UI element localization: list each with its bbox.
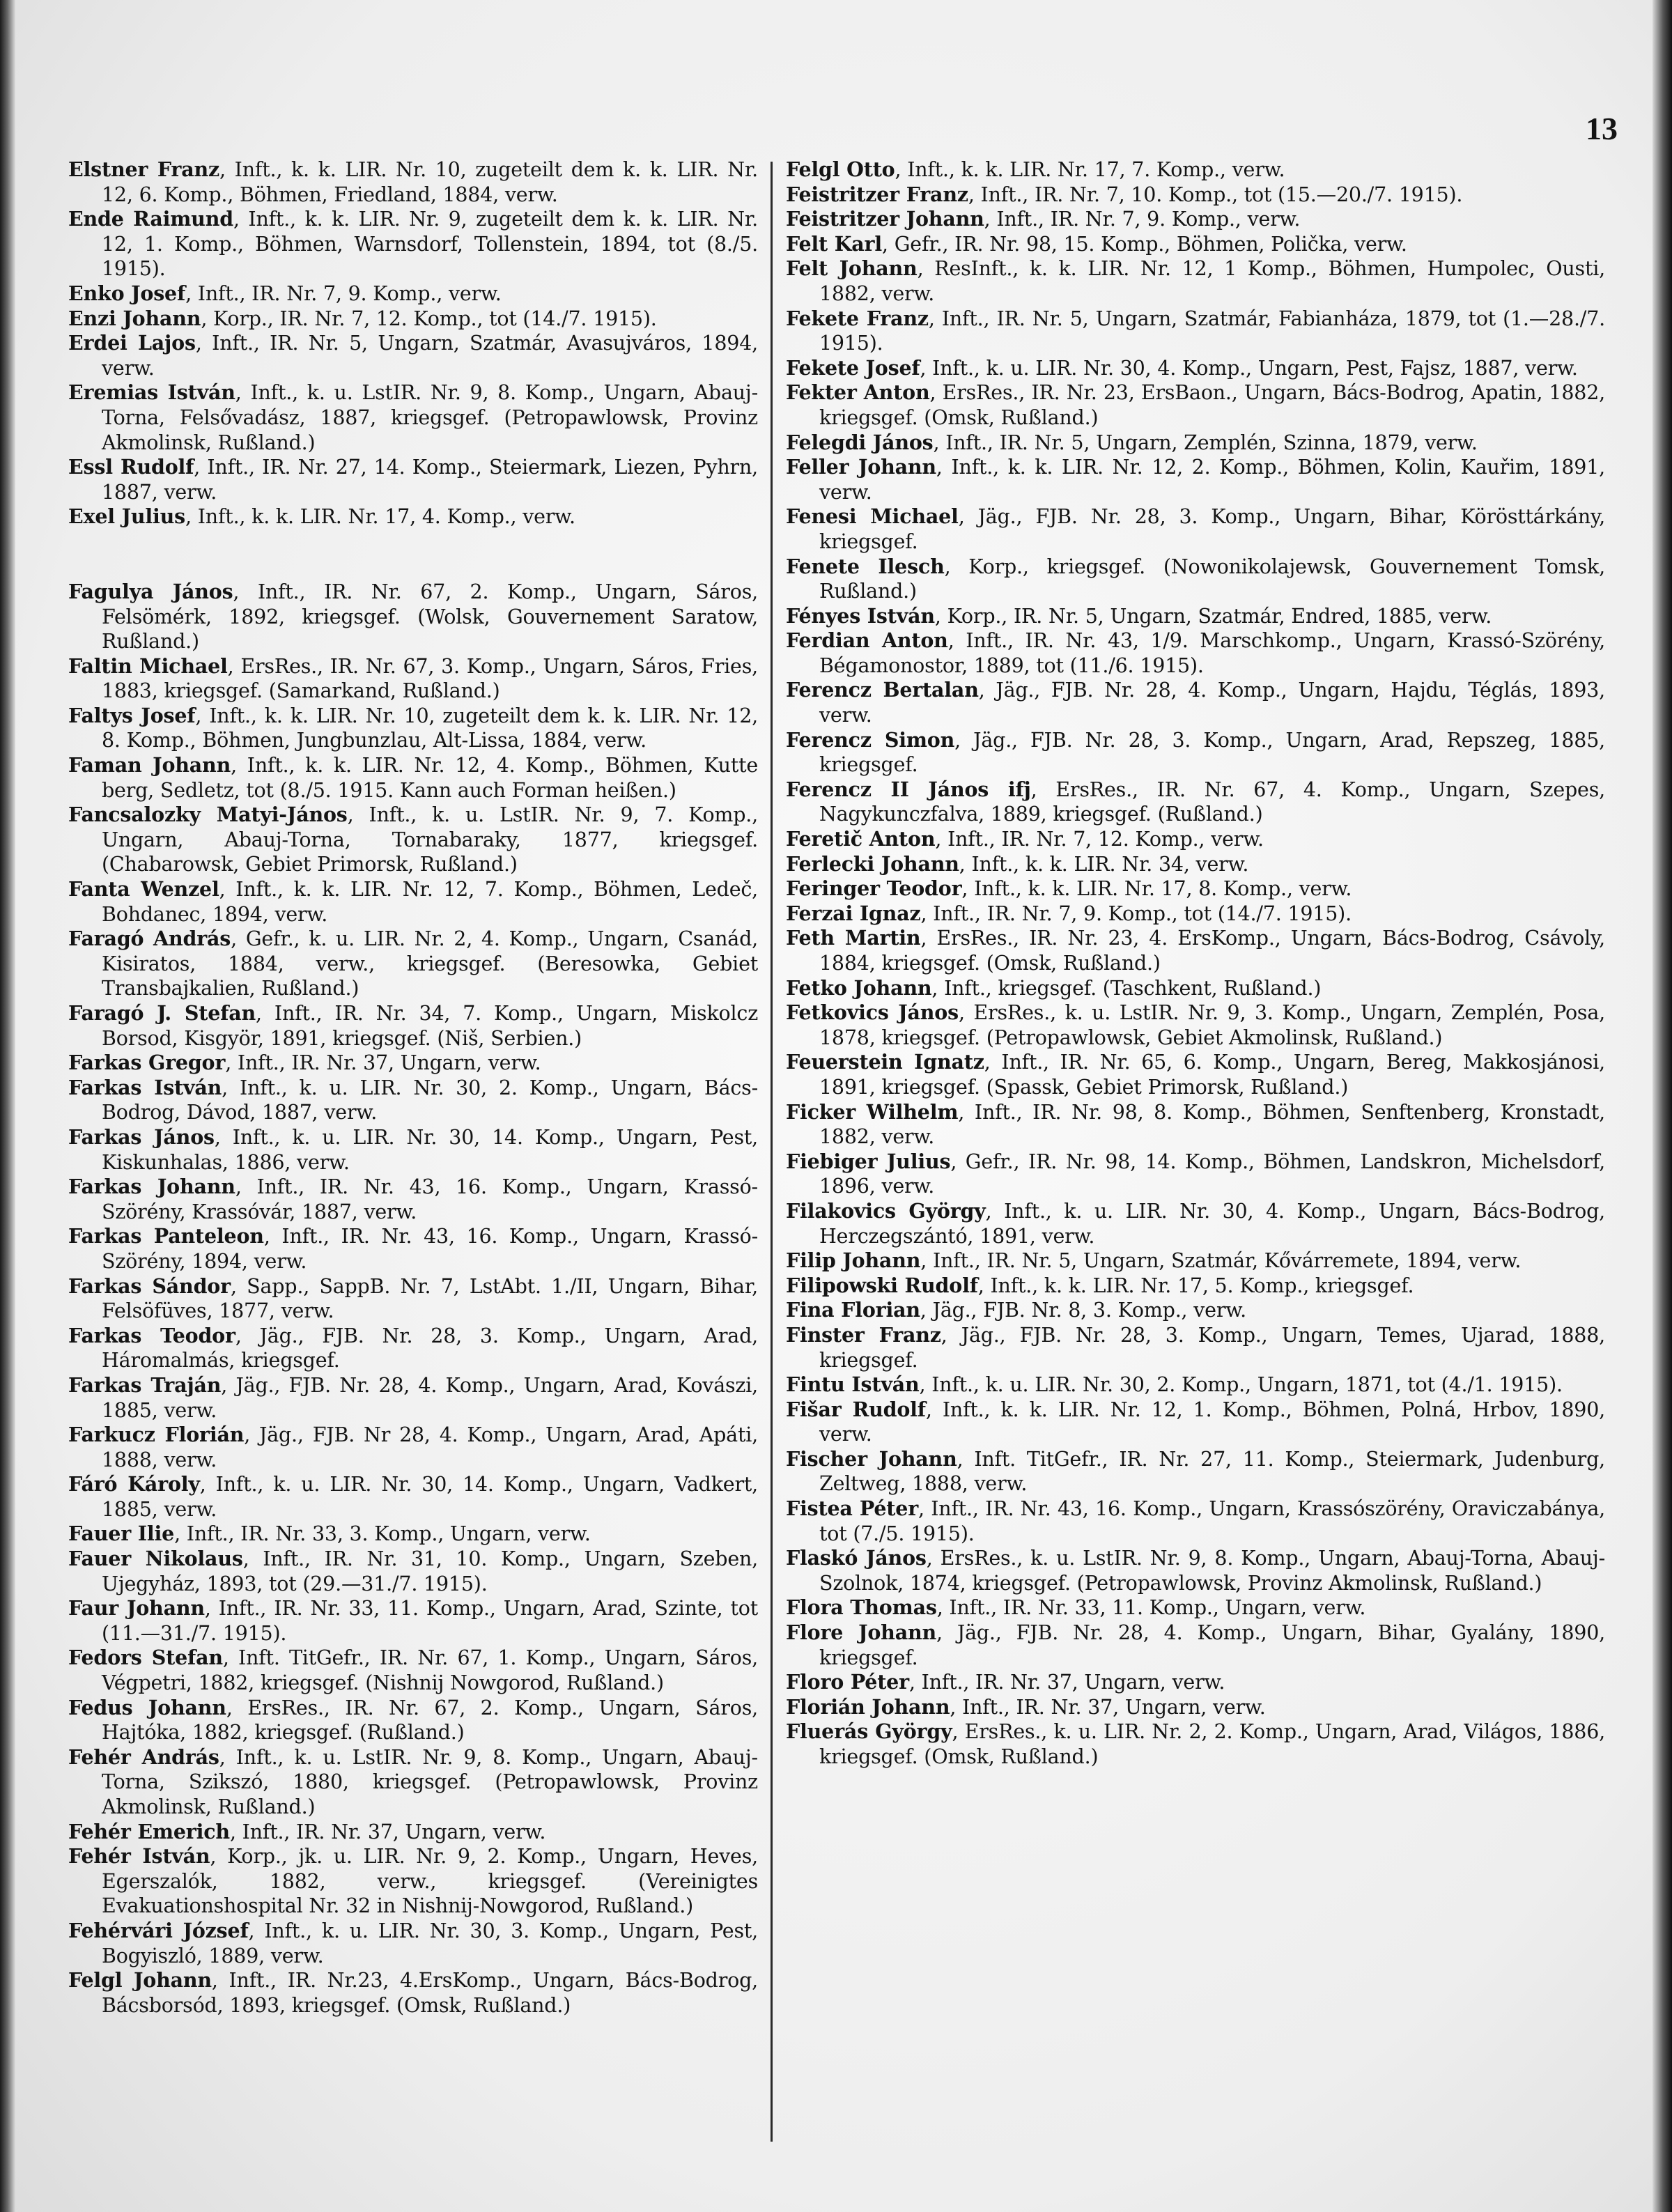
entry-details: , Inft., IR. Nr. 43, 16. Komp., Ungarn, Krassó-Szörény, 1894, verw. — [102, 1225, 758, 1273]
list-entry — [786, 1595, 1605, 1621]
list-entry — [786, 1050, 1605, 1099]
entry-details: , Inft., k. k. LIR. Nr. 10, zugeteilt dem k. k. LIR. Nr. 12, 8. Komp., Böhmen, Jungbunzlau, Alt-Lissa, 1884, verw. — [102, 704, 758, 752]
entry-name: Enzi Johann — [68, 306, 201, 330]
section-gap — [68, 529, 758, 580]
list-entry — [786, 1323, 1605, 1372]
list-entry — [786, 356, 1605, 381]
entry-details: , Jäg., FJB. Nr. 28, 4. Komp., Ungarn, Arad, Kovászi, 1885, verw. — [102, 1373, 758, 1422]
entry-name: Farkas János — [68, 1124, 215, 1149]
entry-name: Floro Péter — [786, 1670, 909, 1694]
list-entry — [786, 852, 1605, 877]
list-entry — [786, 256, 1605, 306]
list-entry — [786, 504, 1605, 554]
list-entry — [68, 1646, 758, 1695]
entry-name: Ferencz Simon — [786, 727, 955, 752]
list-entry — [786, 1100, 1605, 1150]
entry-details: , Inft., k. u. LstIR. Nr. 9, 8. Komp., Ungarn, Abauj-Torna, Felsővadász, 1887, kriegsgef. (Petropawlowsk, Provinz Akmolinsk, Rußland.) — [102, 381, 758, 454]
entry-name: Felgl Otto — [786, 157, 895, 181]
entry-name: Fistea Péter — [786, 1496, 919, 1521]
list-entry — [786, 157, 1605, 183]
entry-details: , Inft. TitGefr., IR. Nr. 27, 11. Komp., Steiermark, Judenburg, Zeltweg, 1888, verw. — [819, 1447, 1605, 1496]
entry-details: , Inft., IR. Nr. 37, Ungarn, verw. — [225, 1051, 541, 1075]
entry-details: , Inft. TitGefr., IR. Nr. 67, 1. Komp., Ungarn, Sáros, Végpetri, 1882, kriegsgef. (Nishnij Nowgorod, Rußland.) — [102, 1646, 758, 1695]
entry-name: Farkas Johann — [68, 1175, 235, 1199]
page-number: 13 — [1586, 111, 1618, 146]
entry-name: Farkas Teodor — [68, 1323, 235, 1347]
list-entry — [786, 1546, 1605, 1595]
list-entry — [786, 1695, 1605, 1720]
list-entry — [68, 1919, 758, 1968]
entry-name: Felgl Johann — [68, 1968, 212, 1993]
entry-name: Elstner Franz — [68, 157, 219, 181]
entry-details: , ErsRes., k. u. LIR. Nr. 2, 2. Komp., Ungarn, Arad, Világos, 1886, kriegsgef. (Omsk, Rußland.) — [819, 1720, 1605, 1768]
entry-name: Farkas Traján — [68, 1372, 222, 1397]
entry-name: Fedus Johann — [68, 1695, 226, 1719]
entry-name: Faragó András — [68, 927, 231, 951]
list-entry — [68, 380, 758, 455]
entry-details: , Jäg., FJB. Nr. 28, 3. Komp., Ungarn, Temes, Ujarad, 1888, kriegsgef. — [819, 1323, 1605, 1372]
entry-name: Fagulya János — [68, 579, 233, 603]
entry-details: , ErsRes., IR. Nr. 67, 2. Komp., Ungarn, Sáros, Hajtóka, 1882, kriegsgef. (Rußland.) — [102, 1696, 758, 1745]
entry-name: Fekete Josef — [786, 355, 920, 380]
entry-name: Fancsalozky Matyi-János — [68, 803, 348, 827]
list-entry — [786, 827, 1605, 852]
entry-details: , Inft., IR. Nr. 43, 16. Komp., Ungarn, Krassószörény, Oraviczabánya, tot (7./5. 1915). — [819, 1497, 1605, 1545]
entry-details: , Inft., IR. Nr. 33, 11. Komp., Ungarn, Arad, Szinte, tot (11.—31./7. 1915). — [102, 1597, 758, 1645]
list-entry — [786, 678, 1605, 727]
list-entry — [68, 207, 758, 281]
entry-name: Ficker Wilhelm — [786, 1099, 959, 1124]
scan-edge-left — [0, 0, 15, 2212]
entry-details: , Inft., kriegsgef. (Taschkent, Rußland.) — [931, 976, 1322, 1000]
entry-details: , Inft., IR. Nr. 65, 6. Komp., Ungarn, Bereg, Makkosjánosi, 1891, kriegsgef. (Spassk, Gebiet Primorsk, Rußland.) — [819, 1051, 1605, 1099]
list-entry — [68, 307, 758, 332]
entry-details: , Inft., IR. Nr. 7, 9. Komp., tot (14./7. 1915). — [920, 902, 1352, 925]
list-entry — [68, 1324, 758, 1373]
left-column — [68, 157, 758, 2018]
list-entry — [68, 1596, 758, 1646]
list-entry — [786, 1719, 1605, 1769]
entry-details: , Inft., IR. Nr. 7, 10. Komp., tot (15.—20./7. 1915). — [968, 183, 1463, 206]
entry-name: Felt Johann — [786, 256, 918, 281]
entry-name: Erdei Lajos — [68, 331, 196, 355]
entry-details: , ResInft., k. k. LIR. Nr. 12, 1 Komp., Böhmen, Humpolec, Ousti, 1882, verw. — [819, 257, 1605, 305]
entry-details: , Inft., k. k. LIR. Nr. 10, zugeteilt dem k. k. LIR. Nr. 12, 6. Komp., Böhmen, Friedland, 1884, verw. — [102, 158, 758, 206]
entry-name: Ferdian Anton — [786, 628, 948, 653]
entry-details: , ErsRes., IR. Nr. 23, ErsBaon., Ungarn, Bács-Bodrog, Apatin, 1882, kriegsgef. (Omsk, Rußland.) — [819, 381, 1605, 429]
list-entry — [68, 877, 758, 927]
entry-name: Fekter Anton — [786, 380, 930, 405]
entry-name: Farkas István — [68, 1075, 222, 1099]
entry-name: Fauer Ilie — [68, 1522, 175, 1546]
column-divider — [771, 162, 773, 2142]
list-entry — [786, 1621, 1605, 1670]
list-entry — [786, 455, 1605, 504]
entry-name: Farkas Sándor — [68, 1274, 231, 1298]
entry-name: Filip Johann — [786, 1248, 921, 1273]
entry-details: , Korp., jk. u. LIR. Nr. 9, 2. Komp., Ungarn, Heves, Egerszalók, 1882, verw., kriegsgef. (Vereinigtes Evakuationshospital Nr. 32 in Nishnij-Nowgorod, Rußland.) — [102, 1845, 758, 1918]
entry-name: Farkas Panteleon — [68, 1224, 264, 1248]
entry-name: Florián Johann — [786, 1694, 950, 1719]
list-entry — [68, 927, 758, 1001]
entry-details: , Inft., IR. Nr. 5, Ungarn, Szatmár, Avasujváros, 1894, verw. — [102, 332, 758, 380]
list-entry — [786, 902, 1605, 927]
list-entry — [68, 1696, 758, 1745]
entry-name: Flora Thomas — [786, 1595, 937, 1620]
list-entry — [786, 555, 1605, 604]
entry-name: Fluerás György — [786, 1719, 952, 1744]
entry-name: Fišar Rudolf — [786, 1397, 926, 1421]
list-entry — [68, 1844, 758, 1919]
entry-name: Fényes István — [786, 603, 935, 628]
entry-name: Fetkovics János — [786, 1000, 959, 1025]
entry-name: Fauer Nikolaus — [68, 1547, 243, 1571]
entry-name: Ferencz II János ifj — [786, 777, 1031, 801]
list-entry — [68, 1076, 758, 1125]
list-entry — [68, 455, 758, 504]
list-entry — [68, 1051, 758, 1076]
list-entry — [786, 628, 1605, 678]
entry-name: Enko Josef — [68, 281, 186, 305]
list-entry — [786, 207, 1605, 232]
entry-details: , Inft., IR. Nr. 7, 9. Komp., verw. — [984, 208, 1301, 231]
list-entry — [68, 1423, 758, 1472]
list-entry — [786, 1398, 1605, 1447]
entry-name: Faltys Josef — [68, 703, 196, 727]
list-entry — [786, 1447, 1605, 1496]
entry-name: Feth Martin — [786, 926, 921, 950]
entry-name: Essl Rudolf — [68, 455, 194, 479]
entry-details: , Inft., k. u. LstIR. Nr. 9, 8. Komp., Ungarn, Abauj-Torna, Szikszó, 1880, kriegsgef. (Petropawlowsk, Provinz Akmolinsk, Rußland.) — [102, 1745, 758, 1818]
list-entry — [786, 1496, 1605, 1546]
entry-name: Feller Johann — [786, 455, 936, 479]
entry-name: Fetko Johann — [786, 975, 932, 1000]
entry-details: , Jäg., FJB. Nr. 28, 3. Komp., Ungarn, Arad, Háromalmás, kriegsgef. — [102, 1324, 758, 1372]
entry-name: Flaskó János — [786, 1546, 927, 1570]
entry-details: , Inft., IR. Nr. 33, 3. Komp., Ungarn, verw. — [174, 1522, 591, 1546]
list-entry — [786, 778, 1605, 827]
entry-details: , Inft., IR. Nr. 98, 8. Komp., Böhmen, Senftenberg, Kronstadt, 1882, verw. — [819, 1100, 1605, 1149]
entry-name: Feringer Teodor — [786, 876, 962, 901]
entry-name: Ferzai Ignaz — [786, 901, 921, 925]
list-entry — [786, 926, 1605, 975]
entry-details: , Inft., IR. Nr. 7, 9. Komp., verw. — [185, 281, 502, 305]
list-entry — [68, 331, 758, 380]
entry-details: , Inft., k. u. LstIR. Nr. 9, 7. Komp., Ungarn, Abauj-Torna, Tornabaraky, 1877, kriegsgef. (Chabarowsk, Gebiet Primorsk, Rußland.) — [102, 803, 759, 876]
entry-details: , Inft., IR. Nr. 5, Ungarn, Szatmár, Kővárremete, 1894, verw. — [920, 1249, 1522, 1273]
entry-details: , Inft., k. u. LIR. Nr. 30, 3. Komp., Ungarn, Pest, Bogyiszló, 1889, verw. — [102, 1919, 758, 1967]
entry-details: , ErsRes., IR. Nr. 67, 4. Komp., Ungarn, Szepes, Nagykunczfalva, 1889, kriegsgef. (Rußland.) — [819, 778, 1605, 826]
entry-name: Fehér Emerich — [68, 1819, 230, 1843]
list-entry — [68, 1001, 758, 1051]
entry-details: , Inft., IR. Nr. 37, Ungarn, verw. — [950, 1695, 1266, 1719]
list-entry — [68, 753, 758, 803]
list-entry — [786, 976, 1605, 1001]
entry-name: Faltin Michael — [68, 653, 228, 678]
list-entry — [786, 431, 1605, 456]
entry-details: , Inft., IR. Nr. 43, 1/9. Marschkomp., Ungarn, Krassó-Szörény, Bégamonostor, 1889, tot (11./6. 1915). — [819, 629, 1606, 677]
entry-name: Ferencz Bertalan — [786, 678, 979, 702]
list-entry — [786, 1248, 1605, 1274]
list-entry — [68, 1547, 758, 1596]
entry-details: , Jäg., FJB. Nr 28, 4. Komp., Ungarn, Arad, Apáti, 1888, verw. — [102, 1423, 758, 1471]
entry-details: , Gefr., IR. Nr. 98, 14. Komp., Böhmen, Landskron, Michelsdorf, 1896, verw. — [819, 1150, 1606, 1198]
list-entry — [786, 604, 1605, 629]
entry-details: , Inft., IR. Nr. 5, Ungarn, Zemplén, Szinna, 1879, verw. — [933, 431, 1478, 454]
entry-details: , Inft., k. k. LIR. Nr. 12, 4. Komp., Böhmen, Kutte berg, Sedletz, tot (8./5. 1915. Kann auch Forman heißen.) — [102, 754, 758, 802]
entry-group-right — [786, 157, 1605, 1770]
entry-details: , Inft., k. k. LIR. Nr. 12, 2. Komp., Böhmen, Kolin, Kauřim, 1891, verw. — [819, 456, 1605, 504]
list-entry — [68, 1968, 758, 2018]
list-entry — [786, 1274, 1605, 1299]
entry-name: Feuerstein Ignatz — [786, 1050, 984, 1074]
entry-details: , Inft., IR. Nr. 27, 14. Komp., Steiermark, Liezen, Pyhrn, 1887, verw. — [102, 456, 758, 504]
entry-details: , Inft., IR. Nr. 37, Ungarn, verw. — [908, 1671, 1225, 1694]
entry-name: Fáró Károly — [68, 1472, 200, 1496]
entry-name: Felt Karl — [786, 231, 883, 256]
list-entry — [68, 1373, 758, 1423]
list-entry — [786, 1000, 1605, 1050]
entry-details: , Inft., IR. Nr. 34, 7. Komp., Ungarn, Miskolcz Borsod, Kisgyör, 1891, kriegsgef. (Niš, Serbien.) — [102, 1002, 759, 1050]
list-entry — [68, 1175, 758, 1224]
entry-name: Filipowski Rudolf — [786, 1273, 978, 1297]
entry-details: , ErsRes., IR. Nr. 23, 4. ErsKomp., Ungarn, Bács-Bodrog, Csávoly, 1884, kriegsgef. (Omsk, Rußland.) — [819, 927, 1605, 975]
list-entry — [68, 1274, 758, 1324]
list-entry — [68, 1522, 758, 1547]
entry-details: , Jäg., FJB. Nr. 8, 3. Komp., verw. — [920, 1299, 1246, 1322]
entry-details: , ErsRes., k. u. LstIR. Nr. 9, 8. Komp., Ungarn, Abauj-Torna, Abauj-Szolnok, 1874, kriegsgef. (Petropawlowsk, Provinz Akmolinsk, Rußland.) — [819, 1547, 1605, 1595]
entry-name: Faur Johann — [68, 1596, 205, 1621]
list-entry — [68, 1820, 758, 1845]
list-entry — [786, 183, 1605, 208]
entry-details: , Jäg., FJB. Nr. 28, 4. Komp., Ungarn, Hajdu, Téglás, 1893, verw. — [819, 679, 1605, 727]
list-entry — [786, 1150, 1605, 1199]
entry-details: , Jäg., FJB. Nr. 28, 3. Komp., Ungarn, Bihar, Körösttárkány, kriegsgef. — [819, 505, 1606, 553]
entry-details: , Inft., k. u. LIR. Nr. 30, 2. Komp., Ungarn, 1871, tot (4./1. 1915). — [919, 1373, 1563, 1397]
list-entry — [68, 1125, 758, 1175]
entry-details: , Gefr., IR. Nr. 98, 15. Komp., Böhmen, Polička, verw. — [882, 232, 1407, 256]
list-entry — [786, 876, 1605, 902]
list-entry — [786, 1670, 1605, 1695]
entry-details: , Inft., IR. Nr. 67, 2. Komp., Ungarn, Sáros, Felsömérk, 1892, kriegsgef. (Wolsk, Gouvernement Saratow, Rußland.) — [102, 580, 758, 653]
entry-name: Fehér András — [68, 1745, 219, 1769]
entry-name: Fischer Johann — [786, 1446, 957, 1471]
entry-group-e — [68, 157, 758, 529]
entry-details: , Inft., k. k. LIR. Nr. 12, 7. Komp., Böhmen, Ledeč, Bohdanec, 1894, verw. — [102, 878, 758, 926]
entry-name: Eremias István — [68, 380, 235, 405]
entry-details: , Inft., k. k. LIR. Nr. 17, 7. Komp., verw. — [895, 158, 1285, 181]
list-entry — [68, 704, 758, 753]
entry-group-f — [68, 580, 758, 2018]
entry-name: Fintu István — [786, 1372, 920, 1397]
entry-name: Feretič Anton — [786, 827, 936, 851]
right-column — [786, 157, 1605, 1770]
list-entry — [68, 1745, 758, 1820]
list-entry — [786, 728, 1605, 778]
entry-details: , Inft., k. k. LIR. Nr. 34, verw. — [959, 852, 1249, 876]
entry-details: , Inft., IR. Nr. 43, 16. Komp., Ungarn, Krassó-Szörény, Krassóvár, 1887, verw. — [102, 1175, 758, 1223]
list-entry — [786, 1199, 1605, 1248]
list-entry — [68, 157, 758, 207]
entry-name: Fehér István — [68, 1844, 210, 1869]
list-entry — [68, 654, 758, 704]
entry-name: Feistritzer Johann — [786, 207, 984, 231]
entry-details: , Inft., IR. Nr. 33, 11. Komp., Ungarn, verw. — [936, 1596, 1366, 1620]
entry-name: Faman Johann — [68, 753, 231, 778]
list-entry — [68, 1224, 758, 1274]
entry-details: , Inft., k. u. LIR. Nr. 30, 2. Komp., Ungarn, Bács-Bodrog, Dávod, 1887, verw. — [102, 1076, 759, 1124]
entry-details: , Gefr., k. u. LIR. Nr. 2, 4. Komp., Ungarn, Csanád, Kisiratos, 1884, verw., kriegsgef. (Beresowka, Gebiet Transbajkalien, Rußland.) — [102, 927, 758, 1000]
entry-details: , Inft., k. u. LIR. Nr. 30, 14. Komp., Ungarn, Vadkert, 1885, verw. — [102, 1473, 758, 1521]
entry-details: , Inft., IR. Nr. 37, Ungarn, verw. — [229, 1820, 546, 1843]
list-entry — [786, 380, 1605, 430]
list-entry — [68, 580, 758, 654]
entry-name: Fina Florian — [786, 1298, 920, 1322]
list-entry — [68, 1472, 758, 1522]
scan-edge-right — [1652, 0, 1672, 2212]
entry-details: , Inft., k. k. LIR. Nr. 9, zugeteilt dem k. k. LIR. Nr. 12, 1. Komp., Böhmen, Warnsdorf, Tollenstein, 1894, tot (8./5. 1915). — [102, 208, 759, 281]
entry-details: , Korp., IR. Nr. 5, Ungarn, Szatmár, Endred, 1885, verw. — [934, 604, 1492, 628]
entry-details: , Korp., IR. Nr. 7, 12. Komp., tot (14./7. 1915). — [201, 307, 657, 330]
entry-details: , Inft., k. u. LIR. Nr. 30, 4. Komp., Ungarn, Pest, Fajsz, 1887, verw. — [920, 356, 1578, 380]
entry-name: Faragó J. Stefan — [68, 1001, 256, 1025]
entry-details: , Inft., k. u. LIR. Nr. 30, 14. Komp., Ungarn, Pest, Kiskunhalas, 1886, verw. — [102, 1125, 758, 1174]
entry-details: , ErsRes., k. u. LstIR. Nr. 9, 3. Komp., Ungarn, Zemplén, Posa, 1878, kriegsgef. (Petropawlowsk, Gebiet Akmolinsk, Rußland.) — [819, 1001, 1605, 1049]
entry-name: Fenete Ilesch — [786, 554, 945, 578]
list-entry — [786, 1298, 1605, 1323]
entry-details: , Inft., IR. Nr. 7, 12. Komp., verw. — [935, 828, 1264, 851]
entry-name: Ende Raimund — [68, 207, 233, 231]
entry-name: Feistritzer Franz — [786, 182, 968, 206]
entry-details: , ErsRes., IR. Nr. 67, 3. Komp., Ungarn, Sáros, Fries, 1883, kriegsgef. (Samarkand, Rußland.) — [102, 654, 758, 703]
entry-name: Fehérvári József — [68, 1918, 249, 1942]
entry-details: , Inft., k. k. LIR. Nr. 12, 1. Komp., Böhmen, Polná, Hrbov, 1890, verw. — [819, 1398, 1606, 1446]
entry-details: , Inft., k. k. LIR. Nr. 17, 5. Komp., kriegsgef. — [977, 1274, 1414, 1297]
entry-details: , Korp., kriegsgef. (Nowonikolajewsk, Gouvernement Tomsk, Rußland.) — [819, 555, 1605, 603]
entry-details: , Sapp., SappB. Nr. 7, LstAbt. 1./II, Ungarn, Bihar, Felsöfüves, 1877, verw. — [102, 1274, 758, 1323]
entry-details: , Jäg., FJB. Nr. 28, 4. Komp., Ungarn, Bihar, Gyalány, 1890, kriegsgef. — [819, 1621, 1605, 1669]
list-entry — [786, 1372, 1605, 1398]
list-entry — [68, 504, 758, 529]
entry-details: , Inft., k. k. LIR. Nr. 17, 4. Komp., verw. — [185, 505, 575, 529]
entry-details: , Inft., k. u. LIR. Nr. 30, 4. Komp., Ungarn, Bács-Bodrog, Herczegszántó, 1891, verw. — [819, 1199, 1605, 1248]
entry-name: Fekete Franz — [786, 306, 929, 330]
entry-details: , Inft., IR. Nr.23, 4.ErsKomp., Ungarn, Bács-Bodrog, Bácsborsód, 1893, kriegsgef. (Omsk, Rußland.) — [102, 1969, 758, 2017]
entry-name: Fedors Stefan — [68, 1646, 223, 1670]
entry-name: Fanta Wenzel — [68, 877, 219, 902]
entry-details: , Inft., k. k. LIR. Nr. 17, 8. Komp., verw. — [961, 877, 1352, 901]
entry-details: , Inft., IR. Nr. 31, 10. Komp., Ungarn, Szeben, Ujegyház, 1893, tot (29.—31./7. 1915). — [102, 1547, 758, 1595]
entry-name: Exel Julius — [68, 504, 186, 529]
list-entry — [68, 281, 758, 307]
entry-name: Fiebiger Julius — [786, 1149, 951, 1173]
entry-name: Flore Johann — [786, 1621, 937, 1645]
entry-name: Finster Franz — [786, 1322, 941, 1347]
entry-details: , Jäg., FJB. Nr. 28, 3. Komp., Ungarn, Arad, Repszeg, 1885, kriegsgef. — [819, 728, 1605, 777]
entry-name: Fenesi Michael — [786, 504, 959, 529]
list-entry — [786, 232, 1605, 257]
entry-details: , Inft., IR. Nr. 5, Ungarn, Szatmár, Fabianháza, 1879, tot (1.—28./7. 1915). — [819, 307, 1605, 355]
list-entry — [68, 803, 758, 877]
entry-name: Ferlecki Johann — [786, 851, 959, 876]
entry-name: Farkas Gregor — [68, 1051, 226, 1075]
entry-name: Filakovics György — [786, 1198, 986, 1223]
list-entry — [786, 307, 1605, 356]
entry-name: Farkucz Florián — [68, 1423, 245, 1447]
entry-name: Felegdi János — [786, 430, 934, 454]
